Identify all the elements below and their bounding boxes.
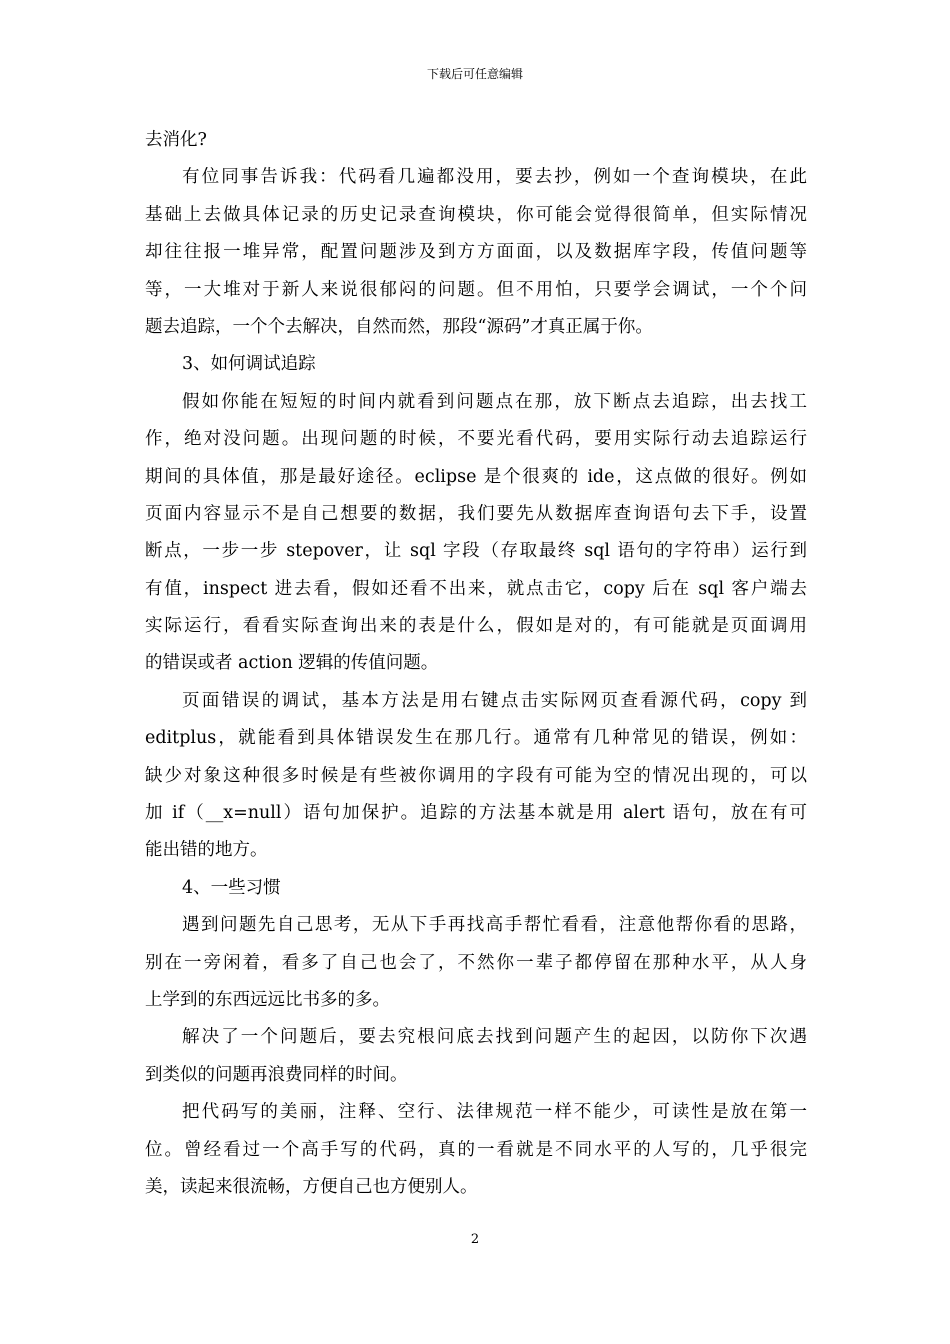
text-line: 美，读起来很流畅，方便自己也方便别人。: [145, 1176, 478, 1197]
text-line: 把代码写的美丽，注释、空行、法律规范一样不能少，可读性是放在第一: [182, 1102, 807, 1123]
text-line: 去消化?: [145, 130, 207, 150]
text-line: 等，一大堆对于新人来说很郁闷的问题。但不用怕，只要学会调试，一个个问: [145, 279, 807, 300]
text-line: editplus，就能看到具体错误发生在那几行。通常有几种常见的错误，例如：: [145, 728, 807, 749]
text-line: 缺少对象这种很多时候是有些被你调用的字段有可能为空的情况出现的，可以: [145, 765, 807, 786]
text-line: 遇到问题先自己思考，无从下手再找高手帮忙看看，注意他帮你看的思路，: [182, 915, 807, 936]
text-line: 断点，一步一步 stepover，让 sql 字段（存取最终 sql 语句的字符串）运行到: [145, 541, 807, 562]
text-line: 有值，inspect 进去看，假如还看不出来，就点击它，copy 后在 sql 客户端去: [145, 578, 807, 599]
text-line: 基础上去做具体记录的历史记录查询模块，你可能会觉得很简单，但实际情况: [145, 204, 807, 225]
section-heading: 4、一些习惯: [182, 877, 281, 898]
text-line: 能出错的地方。: [145, 840, 268, 861]
text-line: 假如你能在短短的时间内就看到问题点在那，放下断点去追踪，出去找工: [182, 391, 807, 412]
text-line: 别在一旁闲着，看多了自己也会了，不然你一辈子都停留在那种水平，从人身: [145, 952, 807, 973]
page-number: 2: [470, 1232, 480, 1247]
text-line: 题去追踪，一个个去解决，自然而然，那段“源码”才真正属于你。: [145, 316, 653, 337]
text-line: 却往往报一堆异常，配置问题涉及到方方面面，以及数据库字段，传值问题等: [145, 242, 807, 263]
text-line: 作，绝对没问题。出现问题的时候，不要光看代码，要用实际行动去追踪运行: [145, 429, 807, 450]
text-line: 解决了一个问题后，要去究根问底去找到问题产生的起因，以防你下次遇: [182, 1027, 807, 1048]
text-line: 上学到的东西远远比书多的多。: [145, 989, 390, 1010]
text-line: 页面内容显示不是自己想要的数据，我们要先从数据库查询语句去下手，设置: [145, 503, 807, 524]
text-line: 到类似的问题再浪费同样的时间。: [145, 1064, 408, 1085]
text-line: 页面错误的调试，基本方法是用右键点击实际网页查看源代码，copy 到: [182, 690, 807, 711]
text-line: 有位同事告诉我：代码看几遍都没用，要去抄，例如一个查询模块，在此: [182, 167, 807, 188]
section-heading: 3、如何调试追踪: [182, 354, 316, 375]
text-line: 期间的具体值，那是最好途径。eclipse 是个很爽的 ide，这点做的很好。例如: [145, 466, 807, 487]
page-header: 下载后可任意编辑: [426, 67, 523, 81]
text-line: 实际运行，看看实际查询出来的表是什么，假如是对的，有可能就是页面调用: [145, 616, 807, 637]
text-line: 加 if（__x=null）语句加保护。追踪的方法基本就是用 alert 语句，放在有可: [145, 803, 807, 824]
text-line: 的错误或者 action 逻辑的传值问题。: [145, 653, 439, 674]
text-line: 位。曾经看过一个高手写的代码，真的一看就是不同水平的人写的，几乎很完: [145, 1139, 807, 1160]
document-body: [145, 122, 807, 1206]
